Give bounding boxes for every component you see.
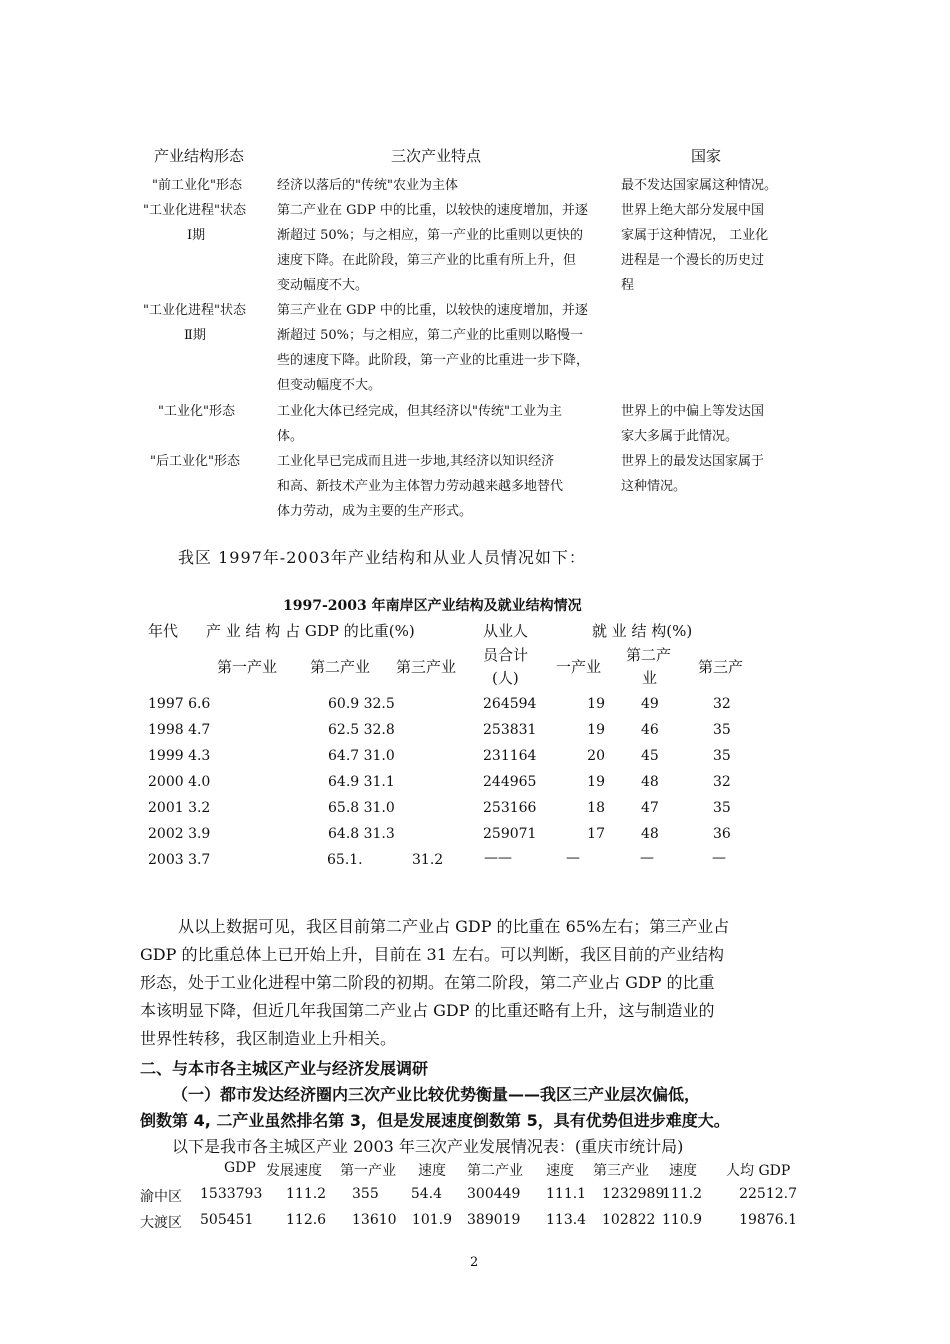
table1-country-line: 程 <box>621 278 635 293</box>
table2-cell: 19 <box>587 696 605 712</box>
table3-cell: 300449 <box>467 1186 521 1202</box>
table2-cell: —— <box>484 850 512 866</box>
table2-cell: 62.5 32.8 <box>328 722 395 738</box>
table1-country-line: 进程是一个漫长的历史过 <box>621 253 765 268</box>
table2-cell: 17 <box>587 826 605 842</box>
table2-cell: 244965 <box>483 774 537 790</box>
table1-form-cell: "工业化进程"状态 <box>143 303 246 318</box>
table2-cell: 19 <box>587 722 605 738</box>
table3-cell: 112.6 <box>286 1212 327 1228</box>
table2-cell: 1999 4.3 <box>148 748 211 764</box>
table1-header-features: 三次产业特点 <box>391 147 482 165</box>
table2-cell: 264594 <box>483 696 537 712</box>
table1-header-form: 产业结构形态 <box>153 147 244 165</box>
table3-cell: 355 <box>352 1186 379 1202</box>
section-heading: 二、与本市各主城区产业与经济发展调研 <box>140 1059 429 1078</box>
table3-cell: 111.2 <box>662 1186 703 1202</box>
table2-sub-header: 一产业 <box>556 658 602 676</box>
table3-cell: 19876.1 <box>739 1212 797 1228</box>
table2-sub-header: 第二产 <box>626 646 672 664</box>
table2-cell: 1997 6.6 <box>148 696 211 712</box>
table3-cell: 渝中区 <box>140 1189 182 1205</box>
table3-header: 发展速度 <box>266 1163 322 1179</box>
analysis-paragraph-line: 从以上数据可见，我区目前第二产业占 GDP 的比重在 65%左右；第三产业占 <box>178 917 730 936</box>
table2-cell: 18 <box>587 800 605 816</box>
table2-cell: 65.1. <box>327 852 363 868</box>
table2-cell: 46 <box>641 722 659 738</box>
table1-country-line: 世界上的最发达国家属于 <box>621 454 765 469</box>
table3-cell: 22512.7 <box>739 1186 797 1202</box>
table2-header-job: 就 业 结 构(%) <box>592 622 693 640</box>
table3-cell: 113.4 <box>546 1212 587 1228</box>
table2-cell: 2001 3.2 <box>148 800 211 816</box>
table1-feature-line: 渐超过 50%；与之相应，第二产业的比重则以略慢一 <box>277 328 584 343</box>
table2-sub-header: 第三产 <box>698 658 744 676</box>
table2-sub-header: 业 <box>642 669 658 687</box>
table2-sub-header: 第一产业 <box>217 658 278 676</box>
table3-cell: 111.1 <box>546 1186 587 1202</box>
subsection-heading-line: （一）都市发达经济圈内三次产业比较优势衡量——我区三产业层次偏低， <box>172 1085 701 1104</box>
table3-cell: 111.2 <box>286 1186 327 1202</box>
table2-title: 1997-2003 年南岸区产业结构及就业结构情况 <box>283 598 582 614</box>
table3-cell: 505451 <box>200 1212 254 1228</box>
table3-cell: 389019 <box>467 1212 521 1228</box>
table3-header: 速度 <box>546 1163 574 1179</box>
table1-form-cell: Ⅰ期 <box>187 228 206 243</box>
table3-intro: 以下是我市各主城区产业 2003 年三次产业发展情况表：(重庆市统计局) <box>172 1137 684 1156</box>
table2-header-gdp: 产 业 结 构 占 GDP 的比重(%) <box>206 622 415 640</box>
table1-form-cell: "工业化"形态 <box>158 404 235 419</box>
table1-feature-line: 渐超过 50%；与之相应，第一产业的比重则以更快的 <box>277 228 584 243</box>
analysis-paragraph-line: GDP 的比重总体上已开始上升，目前在 31 左右。可以判断，我区目前的产业结构 <box>140 945 724 964</box>
table2-cell: 47 <box>641 800 659 816</box>
table2-cell: 64.8 31.3 <box>328 826 395 842</box>
analysis-paragraph-line: 本该明显下降，但近几年我国第二产业占 GDP 的比重还略有上升，这与制造业的 <box>140 1001 715 1020</box>
table2-cell: 2000 4.0 <box>148 774 211 790</box>
table1-feature-line: 但变动幅度不大。 <box>277 378 382 393</box>
table1-form-cell: "后工业化"形态 <box>150 454 240 469</box>
table2-cell: — <box>566 850 580 866</box>
table1-country-line: 家大多属于此情况。 <box>621 429 739 444</box>
table1-feature-line: 些的速度下降。此阶段，第一产业的比重进一步下降， <box>277 353 590 368</box>
table2-cell: 1998 4.7 <box>148 722 211 738</box>
table1-header-country: 国家 <box>691 147 722 165</box>
table2-cell: 48 <box>641 826 659 842</box>
table2-cell: 35 <box>713 800 731 816</box>
table1-feature-line: 和高、新技术产业为主体智力劳动越来越多地替代 <box>277 479 564 494</box>
table2-cell: — <box>640 850 654 866</box>
table3-cell: 101.9 <box>411 1212 452 1228</box>
table2-header-emp: (人) <box>492 669 519 687</box>
table2-cell: 253831 <box>483 722 537 738</box>
table2-intro: 我区 1997年-2003年产业结构和从业人员情况如下： <box>178 548 586 567</box>
table2-cell: 36 <box>713 826 731 842</box>
table2-cell: 60.9 32.5 <box>328 696 395 712</box>
table1-country-line: 世界上绝大部分发展中国 <box>621 203 765 218</box>
table1-feature-line: 第二产业在 GDP 中的比重，以较快的速度增加，并逐 <box>277 203 588 218</box>
table2-cell: 253166 <box>483 800 537 816</box>
table2-cell: 35 <box>713 722 731 738</box>
table2-cell: 31.2 <box>412 852 444 868</box>
table1-feature-line: 速度下降。在此阶段，第三产业的比重有所上升，但 <box>277 253 577 268</box>
subsection-heading-line: 倒数第 4, 二产业虽然排名第 3，但是发展速度倒数第 5，具有优势但进步难度大。 <box>140 1111 730 1130</box>
table2-cell: 35 <box>713 748 731 764</box>
table1-country-line: 家属于这种情况， 工业化 <box>621 228 769 243</box>
table2-cell: 2003 3.7 <box>148 852 211 868</box>
table1-form-cell: "工业化进程"状态 <box>143 203 246 218</box>
table3-header: 速度 <box>669 1163 697 1179</box>
table2-cell: 64.9 31.1 <box>328 774 395 790</box>
table1-feature-line: 工业化大体已经完成，但其经济以"传统"工业为主 <box>277 404 562 419</box>
analysis-paragraph-line: 世界性转移，我区制造业上升相关。 <box>140 1029 397 1048</box>
table1-feature-line: 体。 <box>277 429 304 444</box>
table3-header: 速度 <box>418 1163 446 1179</box>
table2-cell: — <box>712 850 726 866</box>
table2-sub-header: 第二产业 <box>310 658 371 676</box>
table3-cell: 大渡区 <box>140 1215 182 1231</box>
table1-feature-line: 体力劳动，成为主要的生产形式。 <box>277 504 473 519</box>
table3-cell: 110.9 <box>662 1212 703 1228</box>
table1-country-line: 世界上的中偏上等发达国 <box>621 404 765 419</box>
table3-header: GDP <box>224 1160 256 1176</box>
table2-cell: 231164 <box>483 748 537 764</box>
table1-country-line: 这种情况。 <box>621 479 687 494</box>
table1-form-cell: Ⅱ期 <box>184 328 206 343</box>
table3-header: 人均 GDP <box>726 1163 791 1179</box>
table3-cell: 102822 <box>602 1212 656 1228</box>
table2-cell: 20 <box>587 748 605 764</box>
table2-cell: 48 <box>641 774 659 790</box>
page-number: 2 <box>470 1255 479 1270</box>
table3-cell: 54.4 <box>410 1186 442 1202</box>
table3-header: 第三产业 <box>593 1163 649 1179</box>
table3-cell: 13610 <box>352 1212 397 1228</box>
table2-cell: 32 <box>713 696 731 712</box>
table2-cell: 32 <box>713 774 731 790</box>
table2-cell: 45 <box>641 748 659 764</box>
table3-header: 第二产业 <box>467 1163 523 1179</box>
table3-cell: 1232989 <box>602 1186 665 1202</box>
table2-cell: 49 <box>641 696 659 712</box>
table2-header-emp: 员合计 <box>483 646 529 664</box>
table2-header-emp: 从业人 <box>483 622 529 640</box>
table1-feature-line: 第三产业在 GDP 中的比重，以较快的速度增加，并逐 <box>277 303 588 318</box>
table2-cell: 19 <box>587 774 605 790</box>
table2-cell: 259071 <box>483 826 537 842</box>
table3-cell: 1533793 <box>200 1186 263 1202</box>
table1-country-line: 最不发达国家属这种情况。 <box>621 178 778 193</box>
table2-sub-header: 第三产业 <box>396 658 457 676</box>
table2-header-year: 年代 <box>148 622 179 640</box>
table2-cell: 2002 3.9 <box>148 826 211 842</box>
table1-feature-line: 经济以落后的"传统"农业为主体 <box>277 178 458 193</box>
table2-cell: 64.7 31.0 <box>328 748 395 764</box>
table1-feature-line: 工业化早已完成而且进一步地,其经济以知识经济 <box>277 454 555 469</box>
table1-form-cell: "前工业化"形态 <box>152 178 242 193</box>
analysis-paragraph-line: 形态，处于工业化进程中第二阶段的初期。在第二阶段，第二产业占 GDP 的比重 <box>140 973 715 992</box>
table3-header: 第一产业 <box>340 1163 396 1179</box>
table2-cell: 65.8 31.0 <box>328 800 395 816</box>
table1-feature-line: 变动幅度不大。 <box>277 278 369 293</box>
